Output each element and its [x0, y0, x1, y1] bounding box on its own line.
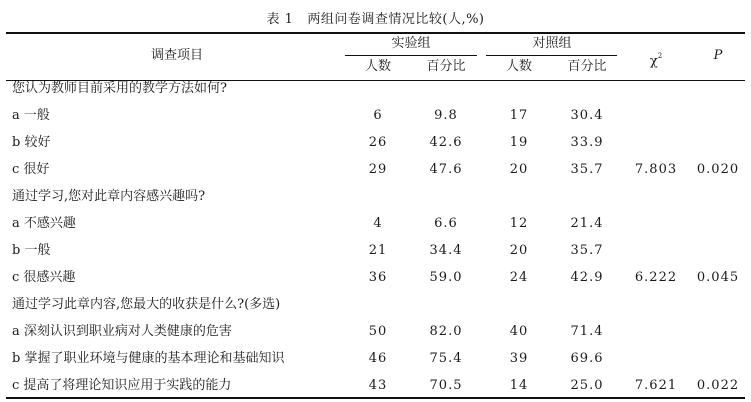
ctrl-percent-cell: 21.4 — [570, 216, 604, 231]
question-3: 通过学习此章内容,您最大的收获是什么?(多选) — [12, 297, 281, 312]
exp-percent-cell: 75.4 — [429, 351, 463, 366]
header-item: 调查项目 — [150, 48, 204, 63]
ctrl-count-cell: 24 — [509, 270, 529, 285]
chi-square-cell: 7.621 — [634, 378, 678, 393]
exp-percent-cell: 82.0 — [429, 324, 463, 339]
chi-square-cell: 7.803 — [634, 162, 678, 177]
top-rule — [6, 32, 745, 34]
header-ctrl-count: 人数 — [505, 59, 533, 74]
table-caption: 两组问卷调查情况比较(人,%) — [307, 12, 485, 27]
header-exp-percent: 百分比 — [426, 59, 466, 74]
p-value-cell: 0.020 — [696, 162, 740, 177]
exp-percent-cell: 70.5 — [429, 378, 463, 393]
exp-percent-cell: 9.8 — [434, 108, 458, 123]
header-exp-count: 人数 — [364, 59, 392, 74]
ctrl-percent-cell: 42.9 — [570, 270, 604, 285]
ctrl-count-cell: 12 — [509, 216, 529, 231]
bottom-rule — [6, 397, 745, 399]
row-label: a 深刻认识到职业病对人类健康的危害 — [12, 324, 232, 339]
row-label: b 较好 — [12, 135, 51, 150]
exp-count-cell: 29 — [368, 162, 388, 177]
exp-percent-cell: 42.6 — [429, 135, 463, 150]
row-label: b 一般 — [12, 243, 51, 258]
ctrl-percent-cell: 33.9 — [570, 135, 604, 150]
question-1: 您认为教师目前采用的教学方法如何? — [12, 81, 227, 96]
exp-percent-cell: 59.0 — [429, 270, 463, 285]
header-chi-square — [650, 48, 662, 70]
ctrl-percent-cell: 25.0 — [570, 378, 604, 393]
header-ctrl-percent: 百分比 — [567, 59, 607, 74]
table-number: 表 1 — [266, 12, 294, 27]
row-label: b 掌握了职业环境与健康的基本理论和基础知识 — [12, 351, 285, 366]
chi-symbol: χ — [649, 54, 658, 69]
ctrl-count-cell: 40 — [509, 324, 529, 339]
ctrl-count-cell: 20 — [509, 243, 529, 258]
exp-count-cell: 46 — [368, 351, 388, 366]
exp-count-cell: 6 — [373, 108, 383, 123]
row-label: a 一般 — [12, 108, 50, 123]
header-ctrl-group: 对照组 — [532, 36, 572, 51]
ctrl-percent-cell: 71.4 — [570, 324, 604, 339]
header-exp-group: 实验组 — [391, 36, 431, 51]
ctrl-percent-cell: 30.4 — [570, 108, 604, 123]
exp-group-underline — [345, 55, 477, 56]
row-label: c 提高了将理论知识应用于实践的能力 — [12, 378, 232, 393]
exp-count-cell: 43 — [368, 378, 388, 393]
exp-percent-cell: 6.6 — [434, 216, 458, 231]
exp-count-cell: 36 — [368, 270, 388, 285]
ctrl-percent-cell: 35.7 — [570, 243, 604, 258]
exp-count-cell: 21 — [368, 243, 388, 258]
p-value-cell: 0.022 — [696, 378, 740, 393]
chi-superscript: 2 — [657, 52, 663, 60]
ctrl-count-cell: 17 — [509, 108, 529, 123]
exp-count-cell: 26 — [368, 135, 388, 150]
row-label: c 很感兴趣 — [12, 270, 76, 285]
ctrl-count-cell: 20 — [509, 162, 529, 177]
ctrl-count-cell: 14 — [509, 378, 529, 393]
p-value-cell: 0.045 — [696, 270, 740, 285]
exp-count-cell: 50 — [368, 324, 388, 339]
row-label: c 很好 — [12, 162, 50, 177]
ctrl-percent-cell: 35.7 — [570, 162, 604, 177]
ctrl-group-underline — [486, 55, 617, 56]
ctrl-count-cell: 19 — [509, 135, 529, 150]
exp-percent-cell: 34.4 — [429, 243, 463, 258]
question-2: 通过学习,您对此章内容感兴趣吗? — [12, 189, 206, 204]
ctrl-count-cell: 39 — [509, 351, 529, 366]
row-label: a 不感兴趣 — [12, 216, 76, 231]
ctrl-percent-cell: 69.6 — [570, 351, 604, 366]
chi-square-cell: 6.222 — [634, 270, 678, 285]
exp-percent-cell: 47.6 — [429, 162, 463, 177]
exp-count-cell: 4 — [373, 216, 383, 231]
table-title — [0, 8, 751, 27]
header-p: P — [713, 48, 723, 63]
